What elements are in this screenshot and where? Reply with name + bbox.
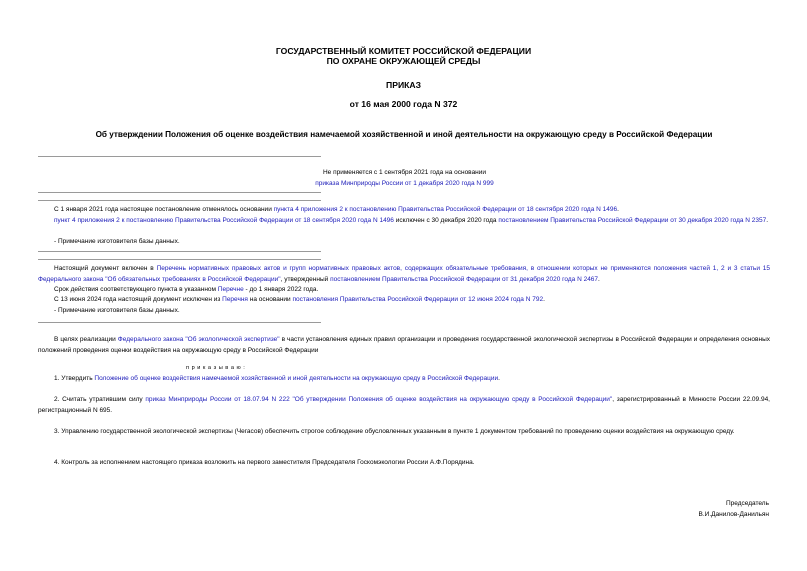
notice-link[interactable]: пункта 4 приложения 2 к постановлению Правительства Российской Федерации от 18 сентября 2020 года N 1496: [273, 206, 618, 213]
notice-validity: [54, 285, 318, 296]
divider: [38, 192, 321, 193]
regulation-link[interactable]: Положение об оценке воздействия намечаемой хозяйственной и иной деятельности на окружающую среду в Российской Федерации: [94, 375, 499, 382]
body-text: 2. Считать утратившим силу: [54, 396, 146, 403]
divider: [38, 322, 321, 323]
issuer-line-1: ГОСУДАРСТВЕННЫЙ КОМИТЕТ РОССИЙСКОЙ ФЕДЕРАЦИИ: [275, 46, 532, 56]
body-text: в части установления единых правил организации и проведения государственной экологической экспертизы в Российской Федерации и определения основных положений проведения оценки воздействия на окружающую среду в Российской Федерации: [38, 336, 770, 354]
db-note: - Примечание изготовителя базы данных.: [54, 238, 180, 245]
notice-exclusion: [38, 216, 770, 227]
divider: [38, 156, 321, 157]
notice-text: С 1 января 2021 года настоящее постановление отменялось основании: [54, 206, 274, 213]
notice-link[interactable]: постановлением Правительства Российской Федерации от 31 декабря 2020 года N 2467: [330, 275, 599, 283]
notice-mandatory-requirements: [38, 264, 770, 285]
notice-cancellation: [38, 205, 770, 216]
notice-text: Настоящий документ включен в: [54, 265, 157, 272]
notice-text: на основании: [247, 296, 293, 303]
notice-text: исключен с 30 декабря 2020 года: [393, 217, 499, 224]
notice-link[interactable]: пункт 4 приложения 2 к постановлению Правительства Российской Федерации от 18 сентября 2020 года N 1496: [54, 217, 394, 224]
body-text: 1. Утвердить: [54, 375, 95, 382]
body-text: .: [498, 375, 500, 382]
order-item-2: [38, 395, 770, 416]
document-date-number: от 16 мая 2000 года N 372: [349, 99, 458, 109]
law-link[interactable]: Федерального закона "Об экологической экспертизе": [117, 336, 280, 343]
notice-link[interactable]: Перечне: [217, 286, 244, 293]
document-type: ПРИКАЗ: [386, 80, 421, 90]
issuer-line-2: ПО ОХРАНЕ ОКРУЖАЮЩЕЙ СРЕДЫ: [326, 56, 481, 66]
notice-link[interactable]: постановления Правительства Российской Федерации от 12 июня 2024 года N 792: [292, 296, 544, 303]
notice-text: - до 1 января 2022 года.: [243, 286, 319, 293]
body-text: , зарегистрированный в Минюсте России 22.09.94, регистрационный N 695.: [38, 396, 770, 414]
notice-link[interactable]: Перечень нормативных правовых актов и групп нормативных правовых актов, содержащих обязательные требования, в отношении которых не применяются положения частей 1, 2 и 3 статьи 15 Федерального закона "Об обязательных требованиях в Российской Федерации": [38, 265, 770, 283]
notice-removed: [54, 295, 545, 306]
notice-text: .: [598, 275, 600, 283]
divider: [38, 259, 321, 260]
body-text: В целях реализации: [54, 336, 118, 343]
db-note: - Примечание изготовителя базы данных.: [54, 307, 180, 314]
notice-text: .: [617, 206, 619, 213]
order-word: п р и к а з ы в а ю :: [186, 365, 246, 371]
notice-link[interactable]: Перечня: [222, 296, 248, 303]
notice-not-applied-link[interactable]: приказа Минприроды России от 1 декабря 2020 года N 999: [315, 179, 494, 187]
notice-text: С 13 июня 2024 года настоящий документ исключен из: [54, 296, 223, 303]
notice-link[interactable]: постановлением Правительства Российской Федерации от 30 декабря 2020 года N 2357: [498, 217, 767, 224]
notice-text: , утвержденный: [280, 275, 331, 283]
signatory-name: В.И.Данилов-Данильян: [698, 511, 769, 518]
order-item-1: [54, 374, 500, 385]
notice-text: .: [543, 296, 545, 303]
signatory-role: Председатель: [725, 500, 769, 507]
notice-text: .: [766, 217, 769, 224]
notice-text: Срок действия соответствующего пункта в указанном: [54, 286, 218, 293]
signature-block: [699, 498, 769, 520]
notice-not-applied-text: Не применяется с 1 сентября 2021 года на основании: [322, 169, 487, 176]
order-item-3: 3. Управлению государственной экологической экспертизы (Чегасов) обеспечить строгое соблюдение обусловленных указанным в пункте 1 документом требований по проведению оценки воздействия на окружающую среду.: [54, 428, 735, 435]
order-item-4: 4. Контроль за исполнением настоящего приказа возложить на первого заместителя Председателя Госкомэкологии России А.Ф.Порядина.: [54, 459, 475, 466]
prior-order-link[interactable]: приказ Минприроды России от 18.07.94 N 222 "Об утверждении Положения об оценке воздействия на окружающую среду в Российской Федерации": [145, 396, 613, 403]
divider: [38, 251, 321, 252]
divider: [38, 200, 321, 201]
notice-not-applied: [250, 168, 559, 189]
document-title: Об утверждении Положения об оценке воздействия намечаемой хозяйственной и иной деятельности на окружающую среду в Российской Федерации: [95, 130, 713, 139]
preamble: [38, 335, 770, 356]
